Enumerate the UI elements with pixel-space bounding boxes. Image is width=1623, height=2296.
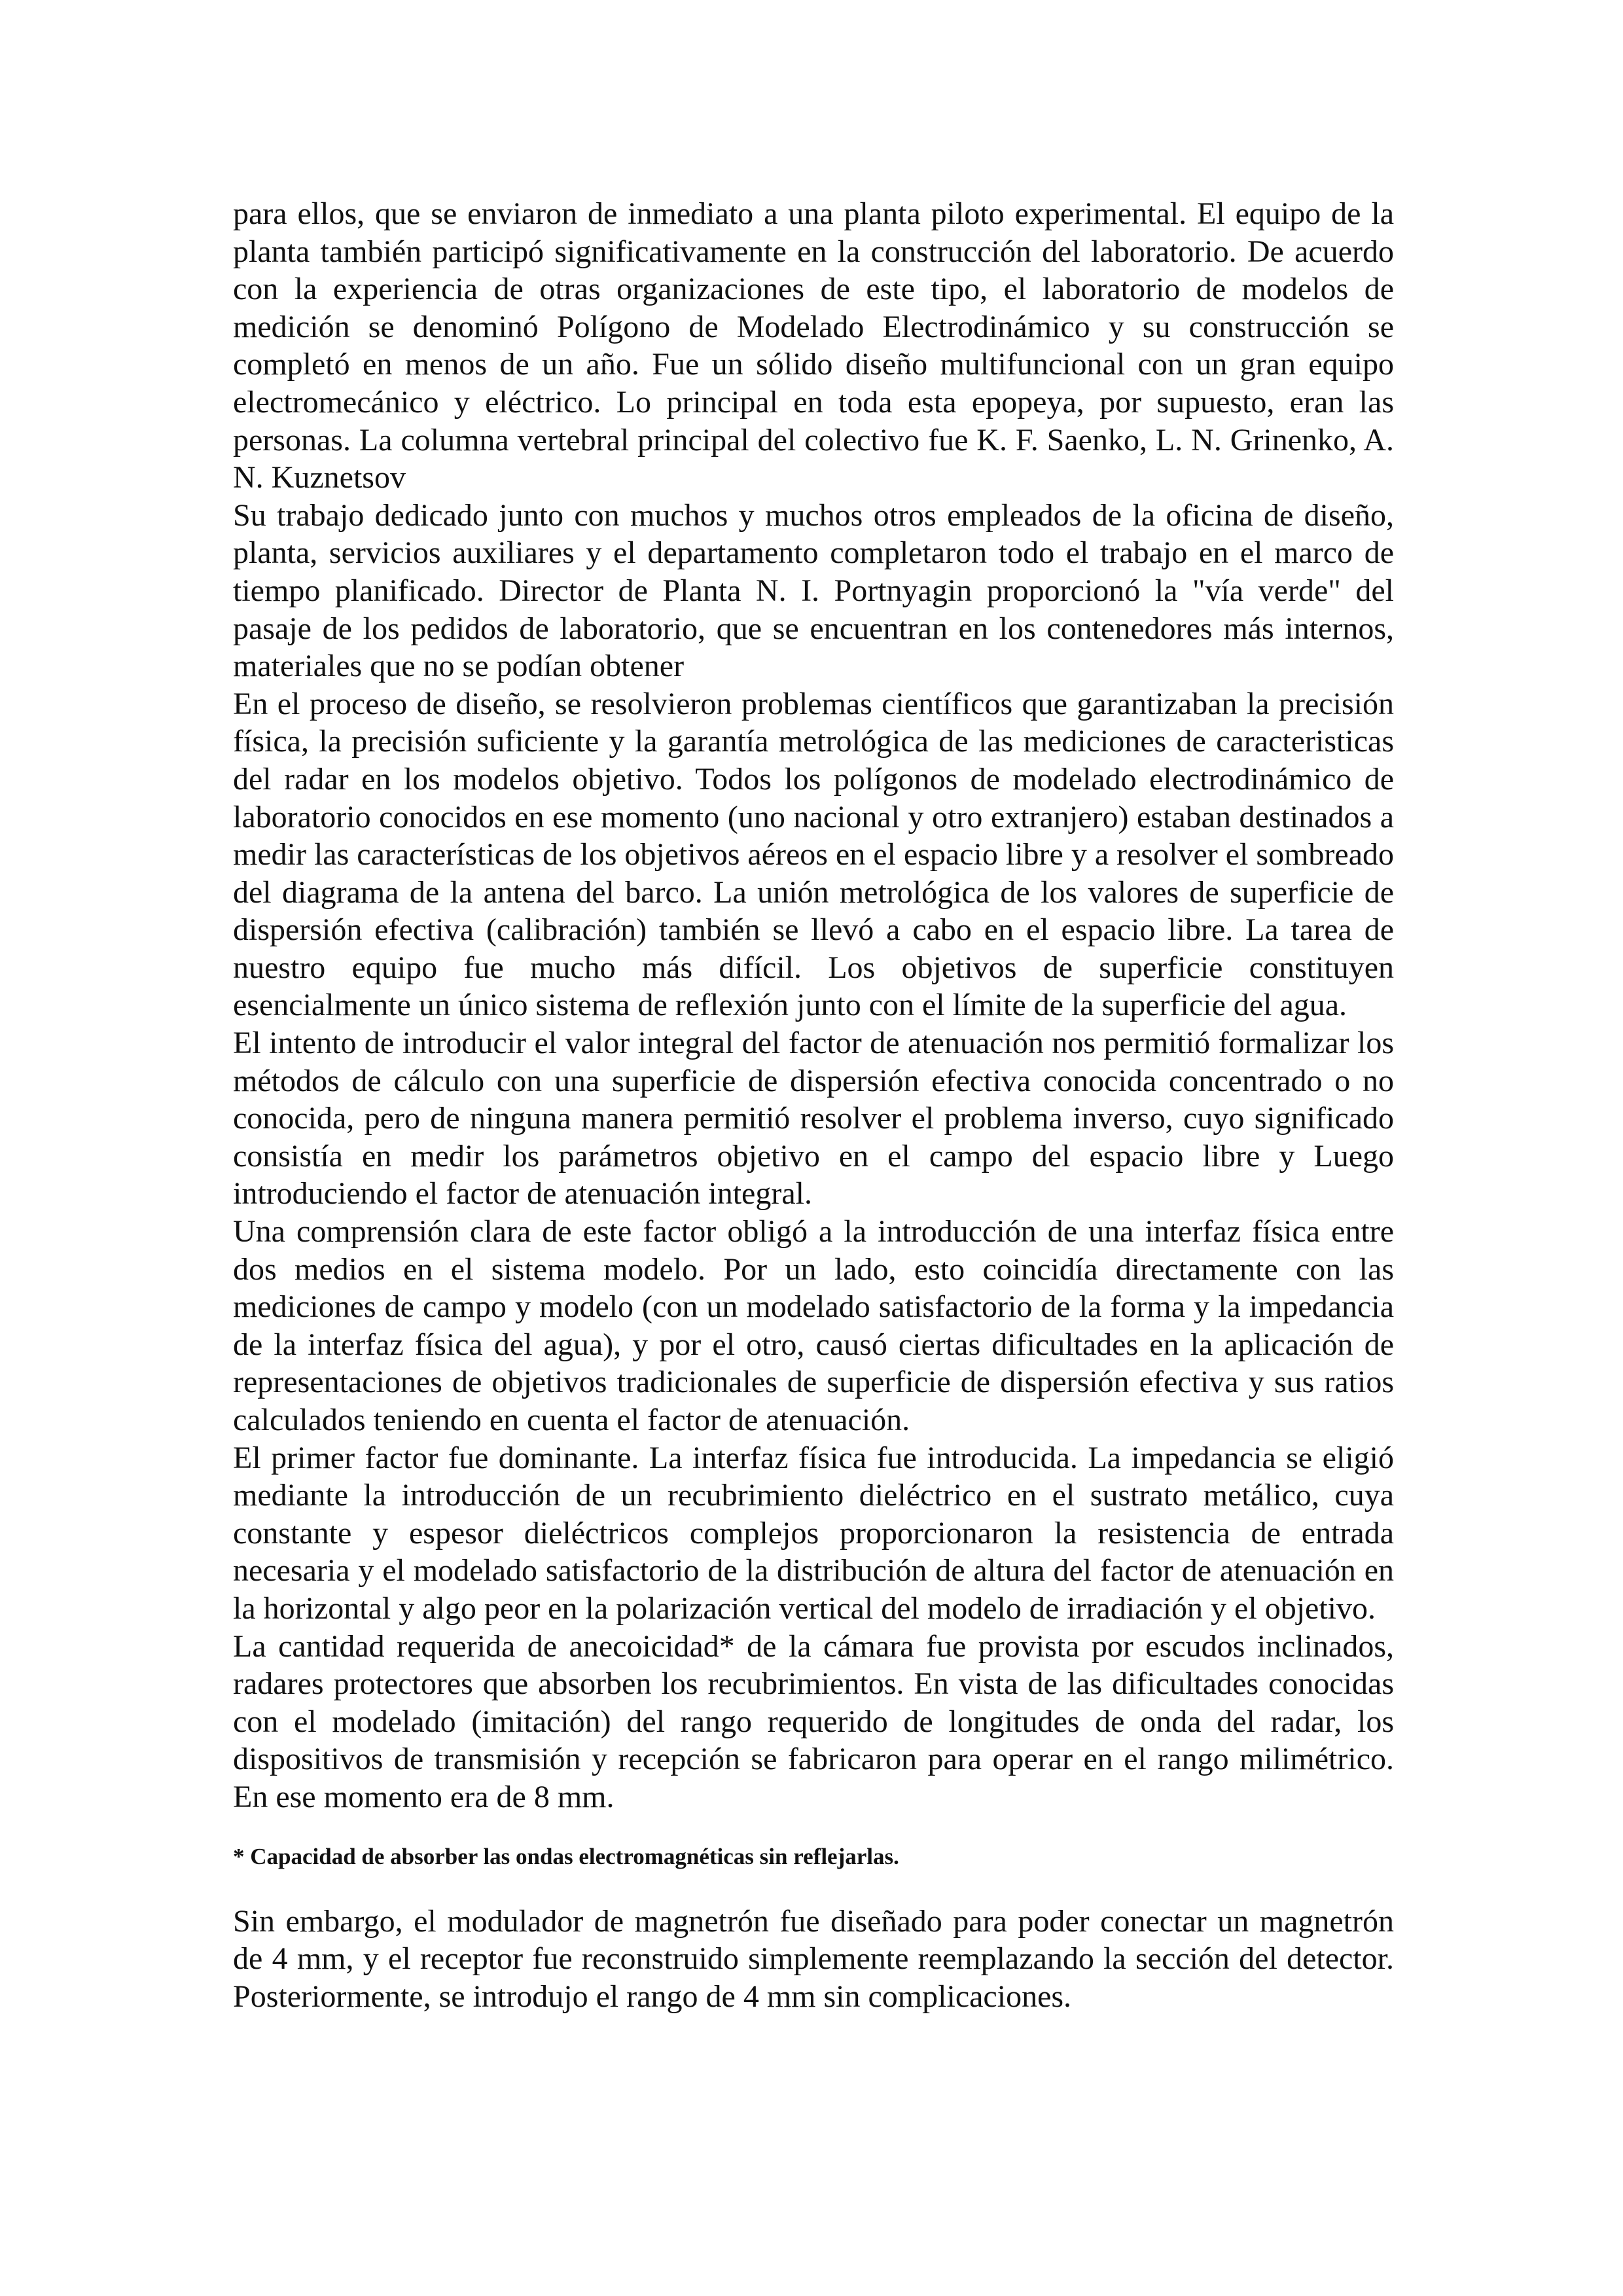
paragraph-7: La cantidad requerida de anecoicidad* de la cámara fue provista por escudos inclinados, radares protectores que absorben los recubrimientos. En vista de las dificultades conocidas con el modelado (imitación) del rango requerido de longitudes de onda del radar, los dispositivos de transmisión y recepción se fabricaron para operar en el rango milimétrico. En ese momento era de 8 mm. [233, 1628, 1394, 1814]
paragraph-2: Su trabajo dedicado junto con muchos y muchos otros empleados de la oficina de diseño, planta, servicios auxiliares y el departamento completaron todo el trabajo en el marco de tiempo planificado. Director de Planta N. I. Portnyagin proporcionó la "vía verde" del pasaje de los pedidos de laboratorio, que se encuentran en los contenedores más internos, materiales que no se podían obtener [233, 497, 1394, 684]
paragraph-3: En el proceso de diseño, se resolvieron problemas científicos que garantizaban la precisión física, la precisión suficiente y la garantía metrológica de las mediciones de caracteristicas del radar en los modelos objetivo. Todos los polígonos de modelado electrodinámico de laboratorio conocidos en ese momento (uno nacional y otro extranjero) estaban destinados a medir las características de los objetivos aéreos en el espacio libre y a resolver el sombreado del diagrama de la antena del barco. La unión metrológica de los valores de superficie de dispersión efectiva (calibración) también se llevó a cabo en el espacio libre. La tarea de nuestro equipo fue mucho más difícil. Los objetivos de superficie constituyen esencialmente un único sistema de reflexión junto con el límite de la superficie del agua. [233, 686, 1394, 1023]
closing-paragraph: Sin embargo, el modulador de magnetrón fue diseñado para poder conectar un magnetrón de 4 mm, y el receptor fue reconstruido simplemente reemplazando la sección del detector. Posteriormente, se introdujo el rango de 4 mm sin complicaciones. [233, 1903, 1394, 2014]
paragraph-6: El primer factor fue dominante. La interfaz física fue introducida. La impedancia se eligió mediante la introducción de un recubrimiento dieléctrico en el sustrato metálico, cuya constante y espesor dieléctricos complejos proporcionaron la resistencia de entrada necesaria y el modelado satisfactorio de la distribución de altura del factor de atenuación en la horizontal y algo peor en la polarización vertical del modelo de irradiación y el objetivo. [233, 1440, 1394, 1626]
paragraph-5: Una comprensión clara de este factor obligó a la introducción de una interfaz física entre dos medios en el sistema modelo. Por un lado, esto coincidía directamente con las mediciones de campo y modelo (con un modelado satisfactorio de la forma y la impedancia de la interfaz física del agua), y por el otro, causó ciertas dificultades en la aplicación de representaciones de objetivos tradicionales de superficie de dispersión efectiva y sus ratios calculados teniendo en cuenta el factor de atenuación. [233, 1214, 1394, 1437]
document-page [233, 195, 1394, 2015]
footnote: * Capacidad de absorber las ondas electromagnéticas sin reflejarlas. [233, 1843, 899, 1869]
paragraph-4: El intento de introducir el valor integral del factor de atenuación nos permitió formalizar los métodos de cálculo con una superficie de dispersión efectiva conocida concentrado o no conocida, pero de ninguna manera permitió resolver el problema inverso, cuyo significado consistía en medir los parámetros objetivo en el campo del espacio libre y Luego introduciendo el factor de atenuación integral. [233, 1026, 1394, 1211]
paragraph-1: para ellos, que se enviaron de inmediato a una planta piloto experimental. El equipo de la planta también participó significativamente en la construcción del laboratorio. De acuerdo con la experiencia de otras organizaciones de este tipo, el laboratorio de modelos de medición se denominó Polígono de Modelado Electrodinámico y su construcción se completó en menos de un año. Fue un sólido diseño multifuncional con un gran equipo electromecánico y eléctrico. Lo principal en toda esta epopeya, por supuesto, eran las personas. La columna vertebral principal del colectivo fue K. F. Saenko, L. N. Grinenko, A. N. Kuznetsov [233, 196, 1394, 495]
